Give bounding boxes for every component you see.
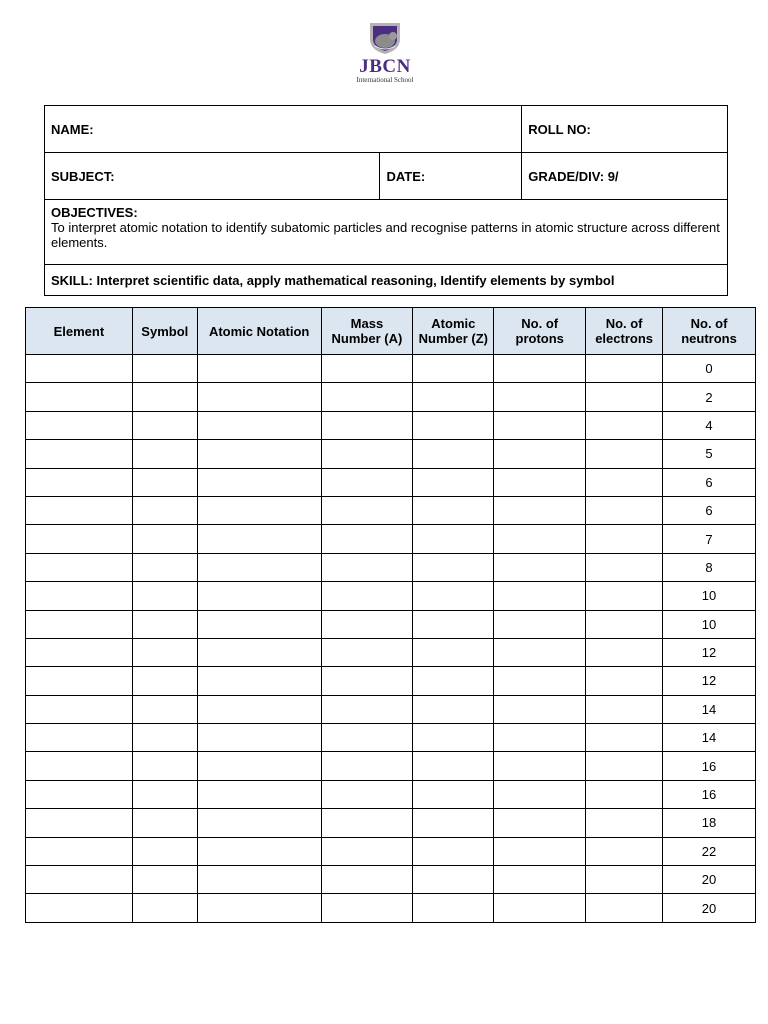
answer-cell[interactable] [494,582,586,610]
answer-cell[interactable] [197,724,321,752]
answer-cell[interactable] [26,411,133,439]
answer-cell[interactable] [586,837,663,865]
answer-cell[interactable] [197,440,321,468]
table-row [26,525,756,553]
answer-cell[interactable] [586,553,663,581]
answer-cell[interactable] [132,525,197,553]
answer-cell[interactable] [413,894,494,922]
answer-cell[interactable] [494,355,586,383]
answer-cell[interactable] [321,667,413,695]
answer-cell[interactable] [586,468,663,496]
table-row [26,894,756,922]
answer-cell[interactable] [26,837,133,865]
answer-cell[interactable] [26,496,133,524]
neutrons-cell: 10 [663,610,756,638]
answer-cell[interactable] [321,440,413,468]
answer-cell[interactable] [494,610,586,638]
answer-cell[interactable] [413,610,494,638]
answer-cell[interactable] [413,752,494,780]
column-header: No. of electrons [586,308,663,355]
answer-cell[interactable] [132,866,197,894]
answer-cell[interactable] [586,724,663,752]
table-row [26,355,756,383]
table-row [26,610,756,638]
answer-cell[interactable] [197,638,321,666]
answer-cell[interactable] [413,695,494,723]
answer-cell[interactable] [197,752,321,780]
neutrons-cell: 7 [663,525,756,553]
answer-cell[interactable] [132,411,197,439]
objectives-cell [45,200,728,265]
answer-cell[interactable] [321,837,413,865]
answer-cell[interactable] [197,866,321,894]
column-header: Atomic Notation [197,308,321,355]
answer-cell[interactable] [321,638,413,666]
answer-cell[interactable] [197,809,321,837]
table-row [26,553,756,581]
answer-cell[interactable] [132,610,197,638]
logo-brand-text: JBCN [359,56,411,77]
answer-cell[interactable] [586,866,663,894]
neutrons-cell: 10 [663,582,756,610]
answer-cell[interactable] [413,667,494,695]
answer-cell[interactable] [413,496,494,524]
answer-cell[interactable] [132,355,197,383]
answer-cell[interactable] [197,582,321,610]
answer-cell[interactable] [586,638,663,666]
answer-cell[interactable] [494,837,586,865]
answer-cell[interactable] [586,496,663,524]
answer-cell[interactable] [586,525,663,553]
objectives-text: To interpret atomic notation to identify subatomic particles and recognise patterns in atomic structure across different elements. [51,220,720,250]
answer-cell[interactable] [197,411,321,439]
answer-cell[interactable] [26,667,133,695]
answer-cell[interactable] [413,411,494,439]
answer-cell[interactable] [132,638,197,666]
answer-cell[interactable] [197,780,321,808]
answer-cell[interactable] [413,440,494,468]
neutrons-cell: 16 [663,752,756,780]
answer-cell[interactable] [586,752,663,780]
answer-cell[interactable] [494,667,586,695]
answer-cell[interactable] [26,752,133,780]
table-row [26,496,756,524]
answer-cell[interactable] [26,638,133,666]
answer-cell[interactable] [197,525,321,553]
answer-cell[interactable] [321,468,413,496]
answer-cell[interactable] [413,780,494,808]
answer-cell[interactable] [197,837,321,865]
answer-cell[interactable] [132,695,197,723]
answer-cell[interactable] [413,638,494,666]
answer-cell[interactable] [413,355,494,383]
answer-cell[interactable] [132,582,197,610]
answer-cell[interactable] [413,525,494,553]
column-header: Mass Number (A) [321,308,413,355]
answer-cell[interactable] [413,809,494,837]
column-header: No. of protons [494,308,586,355]
answer-cell[interactable] [132,752,197,780]
answer-cell[interactable] [132,667,197,695]
answer-cell[interactable] [494,468,586,496]
answer-cell[interactable] [197,468,321,496]
answer-cell[interactable] [132,780,197,808]
table-header-row [26,308,756,355]
answer-cell[interactable] [197,894,321,922]
answer-cell[interactable] [586,610,663,638]
answer-cell[interactable] [494,695,586,723]
answer-cell[interactable] [586,355,663,383]
answer-cell[interactable] [586,667,663,695]
answer-cell[interactable] [26,355,133,383]
date-field[interactable]: DATE: [380,153,522,200]
neutrons-cell: 0 [663,355,756,383]
answer-cell[interactable] [494,553,586,581]
answer-cell[interactable] [413,866,494,894]
answer-cell[interactable] [494,724,586,752]
answer-cell[interactable] [494,752,586,780]
column-header: Symbol [132,308,197,355]
skill-text: SKILL: Interpret scientific data, apply mathematical reasoning, Identify elements by symbol [45,265,728,296]
answer-cell[interactable] [413,837,494,865]
answer-cell[interactable] [197,553,321,581]
student-info-table [44,105,728,296]
atomic-structure-table [25,307,756,923]
answer-cell[interactable] [321,752,413,780]
answer-cell[interactable] [494,638,586,666]
answer-cell[interactable] [26,525,133,553]
table-row [26,468,756,496]
answer-cell[interactable] [26,383,133,411]
roll-no-field[interactable]: ROLL NO: [522,106,728,153]
table-row [26,383,756,411]
answer-cell[interactable] [321,355,413,383]
answer-cell[interactable] [494,809,586,837]
answer-cell[interactable] [586,440,663,468]
answer-cell[interactable] [586,695,663,723]
answer-cell[interactable] [197,695,321,723]
neutrons-cell: 14 [663,724,756,752]
answer-cell[interactable] [321,809,413,837]
shield-emblem-icon [367,20,403,56]
answer-cell[interactable] [494,866,586,894]
table-row [26,411,756,439]
neutrons-cell: 5 [663,440,756,468]
answer-cell[interactable] [413,468,494,496]
answer-cell[interactable] [494,440,586,468]
answer-cell[interactable] [586,411,663,439]
answer-cell[interactable] [26,866,133,894]
table-row [26,582,756,610]
answer-cell[interactable] [413,383,494,411]
table-body [26,355,756,923]
answer-cell[interactable] [26,582,133,610]
answer-cell[interactable] [132,383,197,411]
grade-div-field[interactable]: GRADE/DIV: 9/ [522,153,728,200]
answer-cell[interactable] [321,383,413,411]
table-row [26,638,756,666]
answer-cell[interactable] [132,468,197,496]
answer-cell[interactable] [26,724,133,752]
answer-cell[interactable] [321,553,413,581]
answer-cell[interactable] [26,695,133,723]
answer-cell[interactable] [321,496,413,524]
table-row [26,780,756,808]
neutrons-cell: 12 [663,667,756,695]
answer-cell[interactable] [586,383,663,411]
answer-cell[interactable] [494,383,586,411]
neutrons-cell: 6 [663,468,756,496]
neutrons-cell: 12 [663,638,756,666]
answer-cell[interactable] [197,496,321,524]
neutrons-cell: 2 [663,383,756,411]
table-row [26,695,756,723]
name-field[interactable]: NAME: [45,106,522,153]
neutrons-cell: 16 [663,780,756,808]
answer-cell[interactable] [321,582,413,610]
answer-cell[interactable] [26,809,133,837]
table-row [26,440,756,468]
table-row [26,752,756,780]
answer-cell[interactable] [197,610,321,638]
answer-cell[interactable] [197,667,321,695]
answer-cell[interactable] [132,809,197,837]
neutrons-cell: 8 [663,553,756,581]
answer-cell[interactable] [413,724,494,752]
answer-cell[interactable] [586,780,663,808]
answer-cell[interactable] [26,610,133,638]
answer-cell[interactable] [132,724,197,752]
answer-cell[interactable] [494,411,586,439]
answer-cell[interactable] [26,780,133,808]
table-row [26,809,756,837]
answer-cell[interactable] [197,355,321,383]
table-row [26,837,756,865]
table-row [26,866,756,894]
answer-cell[interactable] [321,525,413,553]
column-header: No. of neutrons [663,308,756,355]
answer-cell[interactable] [197,383,321,411]
table-row [26,667,756,695]
answer-cell[interactable] [26,553,133,581]
neutrons-cell: 4 [663,411,756,439]
answer-cell[interactable] [321,780,413,808]
answer-cell[interactable] [26,440,133,468]
school-logo [346,20,424,90]
answer-cell[interactable] [321,894,413,922]
neutrons-cell: 20 [663,894,756,922]
answer-cell[interactable] [413,553,494,581]
answer-cell[interactable] [494,496,586,524]
column-header: Element [26,308,133,355]
neutrons-cell: 22 [663,837,756,865]
answer-cell[interactable] [494,894,586,922]
answer-cell[interactable] [321,695,413,723]
objectives-heading: OBJECTIVES: [51,205,138,220]
answer-cell[interactable] [26,894,133,922]
column-header: Atomic Number (Z) [413,308,494,355]
answer-cell[interactable] [413,582,494,610]
answer-cell[interactable] [494,525,586,553]
neutrons-cell: 20 [663,866,756,894]
answer-cell[interactable] [321,866,413,894]
neutrons-cell: 6 [663,496,756,524]
answer-cell[interactable] [494,780,586,808]
answer-cell[interactable] [132,496,197,524]
answer-cell[interactable] [321,610,413,638]
neutrons-cell: 14 [663,695,756,723]
answer-cell[interactable] [132,894,197,922]
answer-cell[interactable] [586,894,663,922]
table-row [26,724,756,752]
answer-cell[interactable] [26,468,133,496]
answer-cell[interactable] [586,582,663,610]
answer-cell[interactable] [132,440,197,468]
logo-subtitle-text: International School [356,76,414,84]
answer-cell[interactable] [321,411,413,439]
neutrons-cell: 18 [663,809,756,837]
answer-cell[interactable] [586,809,663,837]
subject-field[interactable]: SUBJECT: [45,153,380,200]
answer-cell[interactable] [132,837,197,865]
answer-cell[interactable] [321,724,413,752]
answer-cell[interactable] [132,553,197,581]
